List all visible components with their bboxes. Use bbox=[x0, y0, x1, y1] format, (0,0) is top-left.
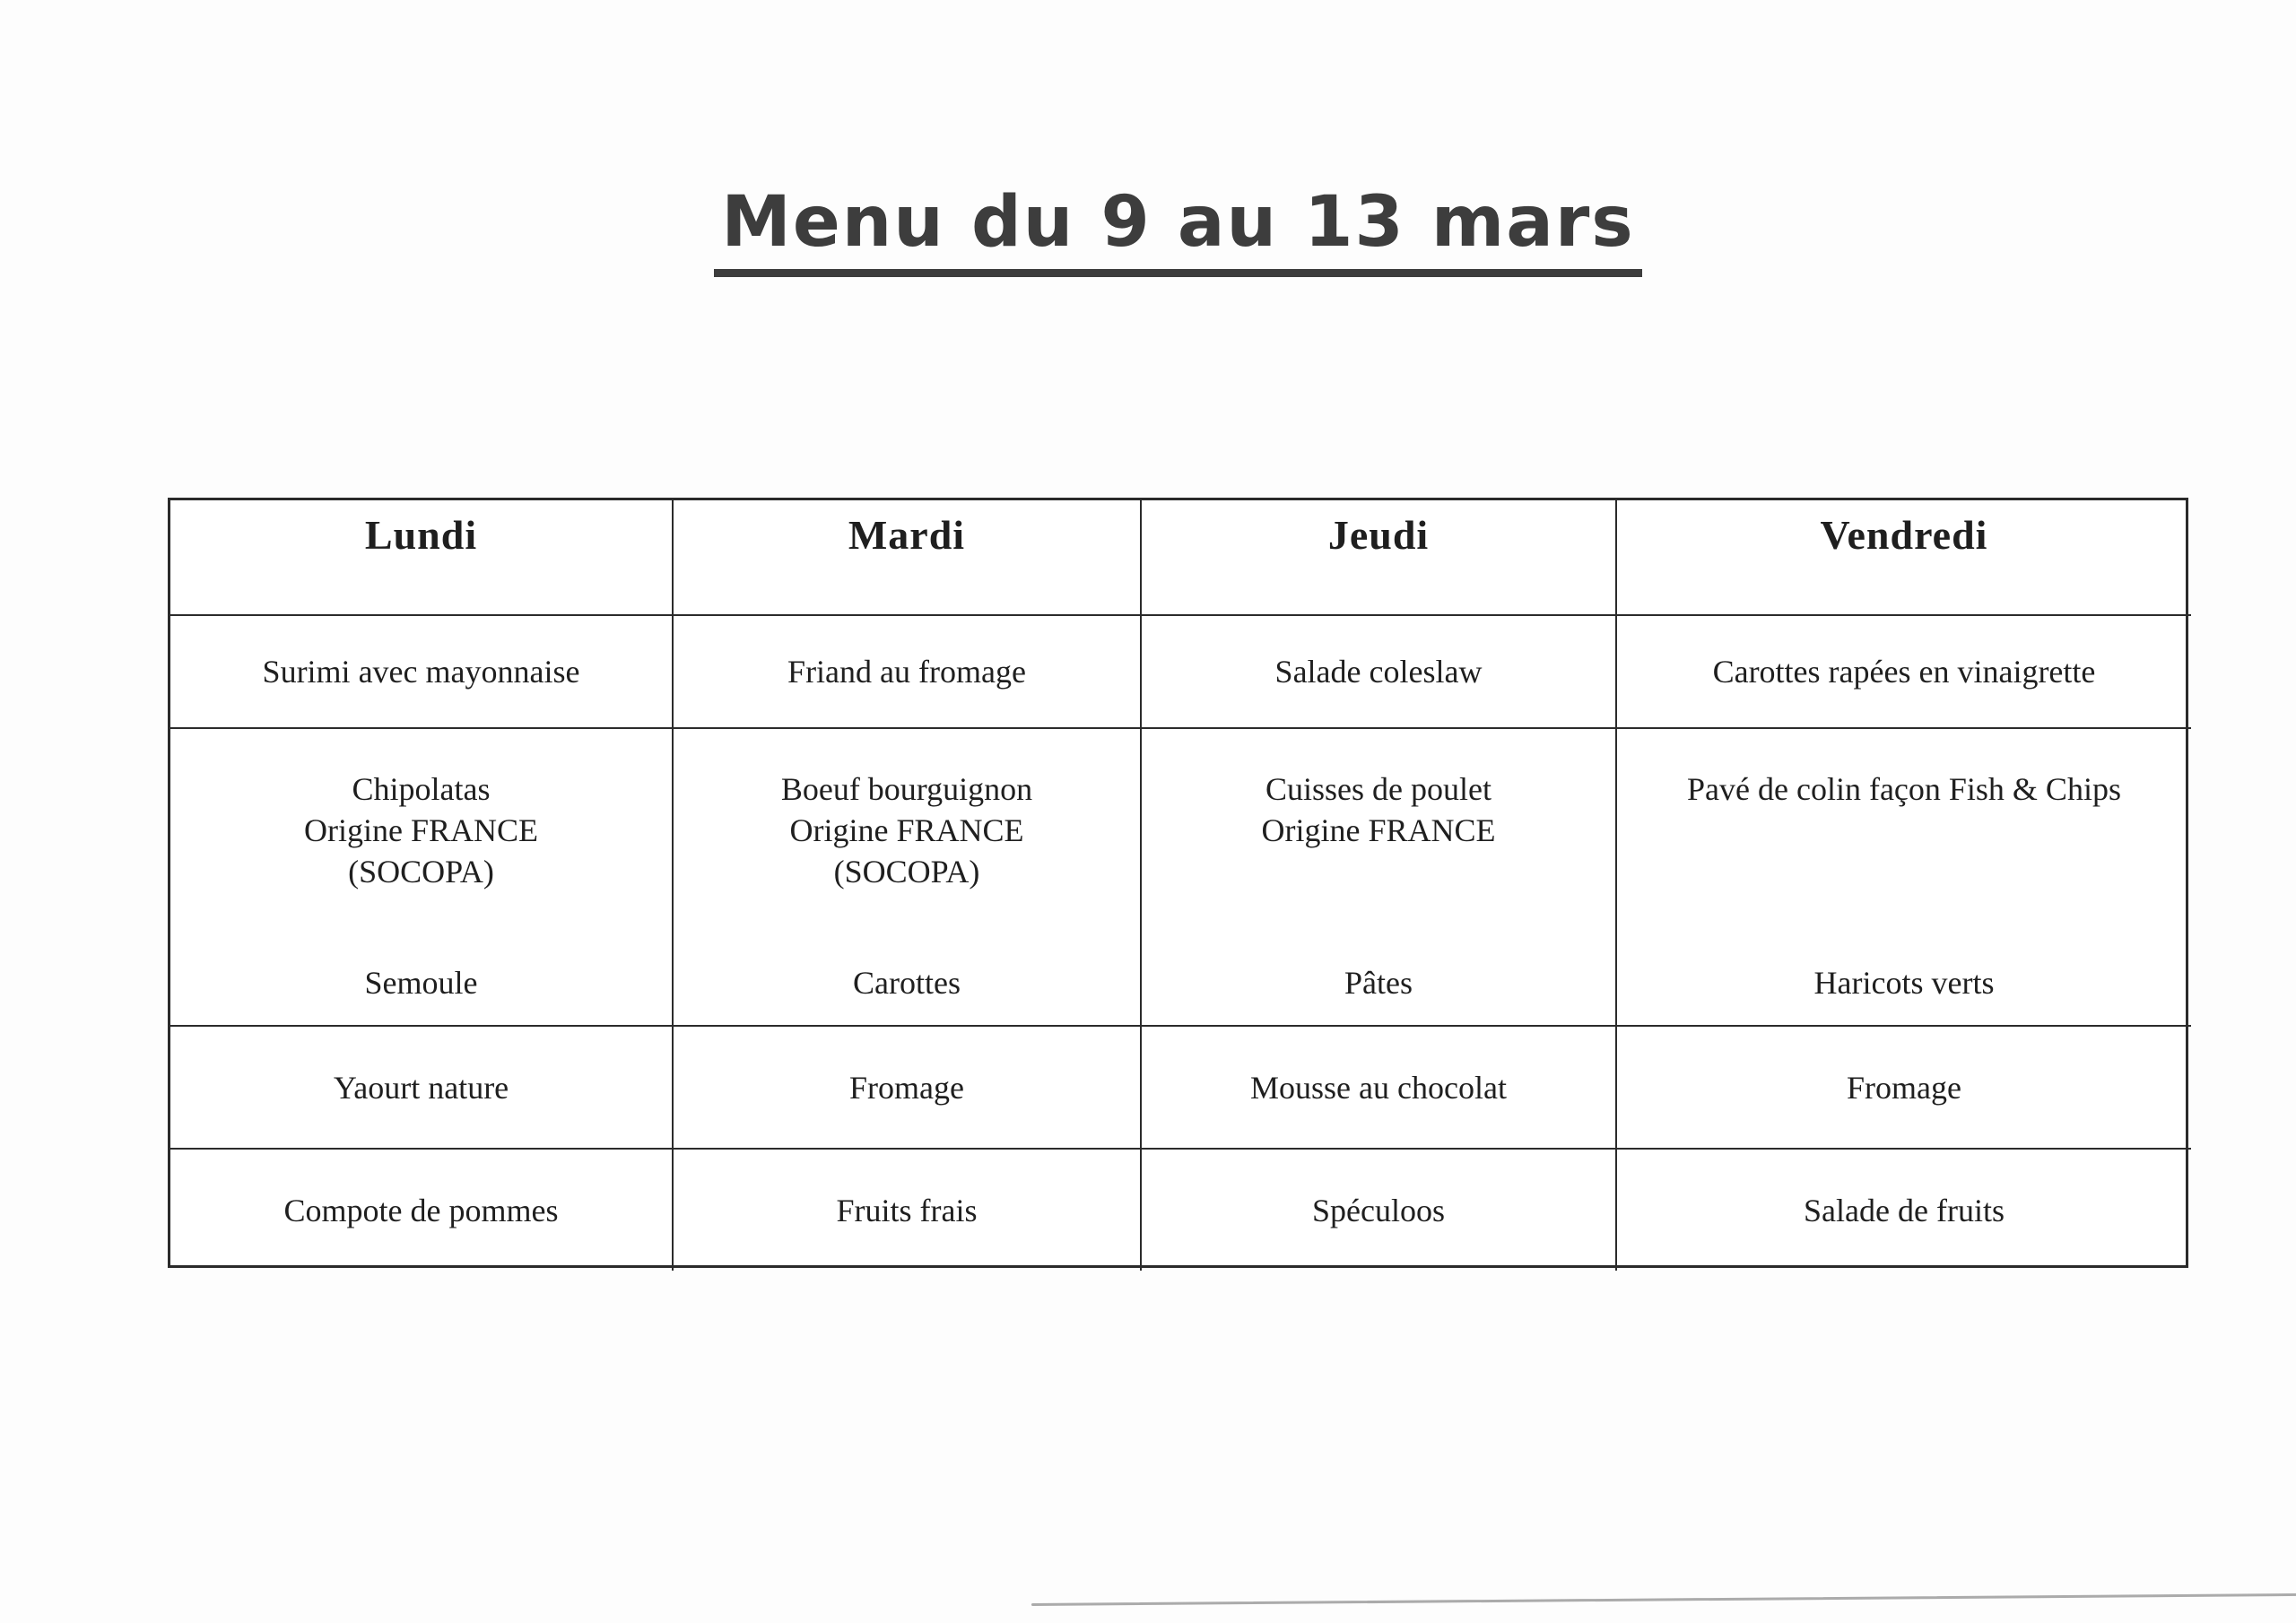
main-dish-line: Origine FRANCE bbox=[304, 812, 538, 848]
dairy-cell: Yaourt nature bbox=[170, 1027, 674, 1150]
dairy-cell: Fromage bbox=[1617, 1027, 2191, 1150]
dessert-cell: Compote de pommes bbox=[170, 1150, 674, 1271]
starter-cell: Carottes rapées en vinaigrette bbox=[1617, 616, 2191, 729]
main-dish bbox=[1626, 768, 2182, 810]
scan-artifact-line bbox=[1031, 1593, 2296, 1606]
dairy-cell: Mousse au chocolat bbox=[1142, 1027, 1617, 1150]
dairy-cell: Fromage bbox=[674, 1027, 1142, 1150]
main-dish-line: Chipolatas bbox=[352, 771, 491, 807]
main-dish bbox=[683, 768, 1131, 892]
dessert-cell: Salade de fruits bbox=[1804, 1192, 2005, 1228]
main-dish-line: (SOCOPA) bbox=[348, 854, 494, 890]
starter-cell: Surimi avec mayonnaise bbox=[170, 616, 674, 729]
day-header-vendredi: Vendredi bbox=[1617, 500, 2191, 616]
side-dish: Haricots verts bbox=[1813, 965, 1995, 1001]
main-dish-line: Origine FRANCE bbox=[1261, 812, 1496, 848]
main-dish-line: Pavé de colin façon Fish & Chips bbox=[1687, 771, 2121, 807]
side-dish: Carottes bbox=[853, 965, 961, 1001]
day-header-lundi: Lundi bbox=[170, 500, 674, 616]
page-title bbox=[168, 178, 2188, 277]
dessert-cell: Fruits frais bbox=[674, 1150, 1142, 1271]
dessert-cell: Spéculoos bbox=[1142, 1150, 1617, 1271]
page-title-text: Menu du 9 au 13 mars bbox=[714, 178, 1642, 277]
main-course-cell bbox=[170, 729, 674, 1027]
day-header-mardi: Mardi bbox=[674, 500, 1142, 616]
day-header-jeudi: Jeudi bbox=[1142, 500, 1617, 616]
main-dish bbox=[1151, 768, 1606, 851]
main-dish-line: Origine FRANCE bbox=[789, 812, 1024, 848]
main-dish-line: Cuisses de poulet bbox=[1265, 771, 1492, 807]
main-course-cell bbox=[1142, 729, 1617, 1027]
main-dish-line: (SOCOPA) bbox=[833, 854, 980, 890]
starter-cell: Friand au fromage bbox=[674, 616, 1142, 729]
side-dish: Semoule bbox=[364, 965, 478, 1001]
starter-cell: Salade coleslaw bbox=[1142, 616, 1617, 729]
side-dish: Pâtes bbox=[1344, 965, 1413, 1001]
weekly-menu-table bbox=[168, 498, 2188, 1268]
main-dish-line: Boeuf bourguignon bbox=[780, 771, 1033, 807]
main-dish bbox=[179, 768, 663, 892]
main-course-cell bbox=[674, 729, 1142, 1027]
main-course-cell bbox=[1617, 729, 2191, 1027]
